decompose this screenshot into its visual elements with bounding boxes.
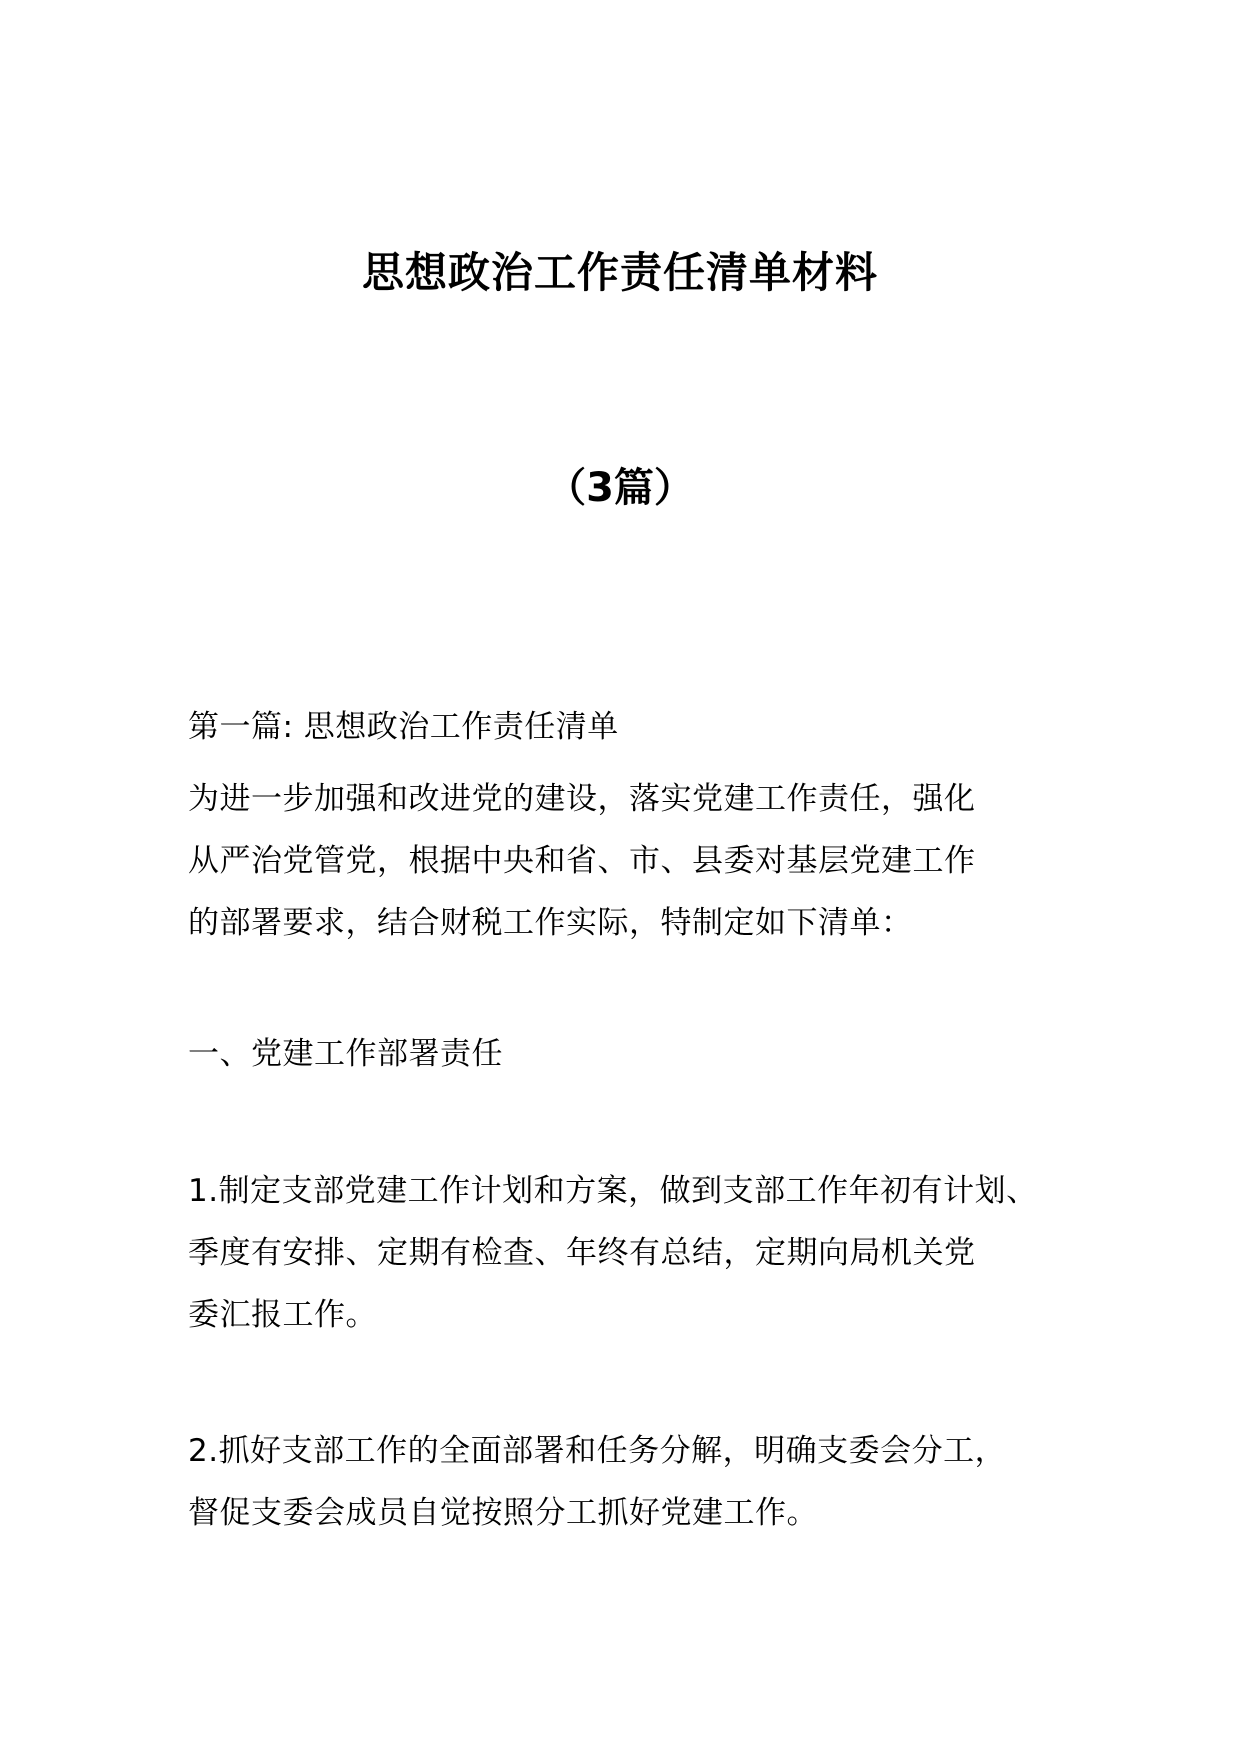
item-line: 2.抓好支部工作的全面部署和任务分解，明确支委会分工， [188, 1433, 1007, 1469]
section-heading: 一、党建工作部署责任 [188, 1036, 503, 1072]
chapter-title: 第一篇: 思想政治工作责任清单 [188, 709, 619, 745]
document-title: 思想政治工作责任清单材料 [361, 248, 878, 297]
item-line: 季度有安排、定期有检查、年终有总结，定期向局机关党 [188, 1235, 976, 1271]
intro-line: 从严治党管党，根据中央和省、市、县委对基层党建工作 [188, 843, 976, 879]
intro-line: 的部署要求，结合财税工作实际，特制定如下清单： [188, 905, 913, 941]
list-item-1 [188, 1160, 1088, 1346]
item-line: 委汇报工作。 [188, 1297, 377, 1333]
item-line: 督促支委会成员自觉按照分工抓好党建工作。 [188, 1495, 818, 1531]
list-item-2 [188, 1420, 1088, 1544]
document-subtitle: （3篇） [546, 465, 694, 511]
intro-paragraph [188, 768, 1088, 954]
item-line: 1.制定支部党建工作计划和方案，做到支部工作年初有计划、 [188, 1173, 1038, 1209]
intro-line: 为进一步加强和改进党的建设，落实党建工作责任，强化 [188, 781, 976, 817]
